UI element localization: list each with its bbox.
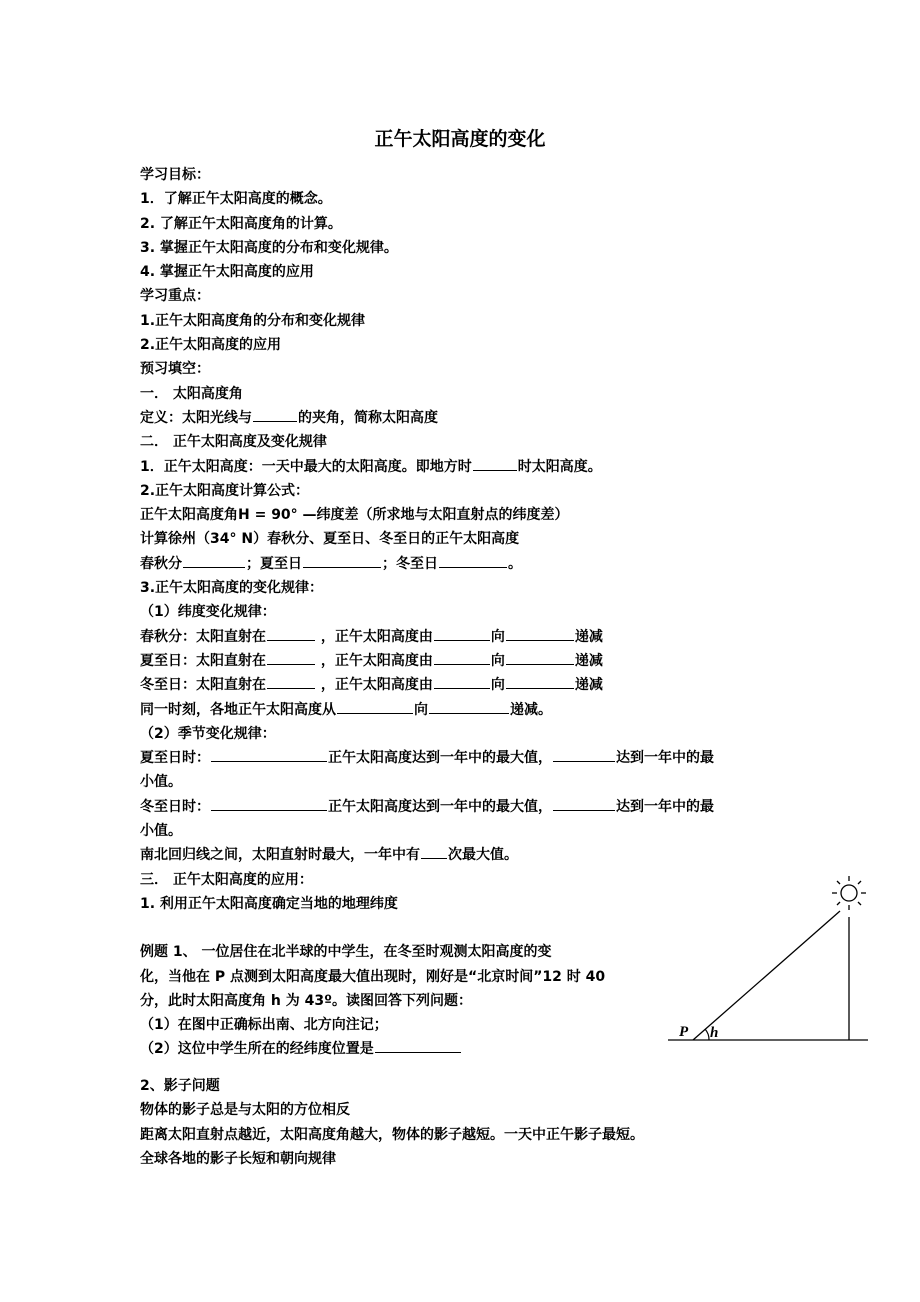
winter-label: 冬至日：太阳直射在 [140, 677, 266, 694]
formula-line: 正午太阳高度角H = 90° —纬度差（所求地与太阳直射点的纬度差） [140, 507, 569, 524]
summer-season-line-cont: 小值。 [140, 774, 182, 791]
goal-4: 4. 掌握正午太阳高度的应用 [140, 264, 314, 281]
h-label: h [710, 1025, 719, 1041]
row-end-text: 递减 [574, 628, 603, 645]
same-text-a: 同一时刻，各地正午太阳高度从 [140, 701, 336, 718]
example-line-2: 化，当他在 P 点测到太阳高度最大值出现时，刚好是“北京时间”12 时 40 [140, 968, 606, 985]
example-line-1: 例题 1、 一位居住在北半球的中学生，在冬至时观测太阳高度的变 [140, 944, 552, 961]
fill-blank[interactable] [375, 1037, 461, 1053]
sun-altitude-diagram [665, 873, 870, 1048]
row-to-text: 向 [490, 628, 505, 645]
row-mid-text: ，正午太阳高度由 [316, 652, 433, 669]
row-mid-text: ，正午太阳高度由 [316, 677, 433, 694]
calc-text-c: ；冬至日 [382, 555, 438, 572]
angle-arc [705, 1029, 709, 1040]
sun-icon [832, 876, 866, 910]
row-to-text: 向 [490, 652, 505, 669]
fill-blank[interactable] [553, 746, 615, 762]
fill-blank[interactable] [267, 673, 315, 689]
sun-ray-line [693, 911, 840, 1040]
section-3-heading: 三． 正午太阳高度的应用： [140, 871, 313, 888]
equinox-label: 春秋分：太阳直射在 [140, 628, 266, 645]
fill-blank[interactable] [267, 649, 315, 665]
fill-blank[interactable] [553, 795, 615, 811]
noon-text-b: 时太阳高度。 [517, 458, 602, 475]
section-2-heading: 二． 正午太阳高度及变化规律 [140, 434, 327, 451]
season-rule-heading: （2）季节变化规律： [140, 725, 276, 742]
season-text-c: 达到一年中的最 [616, 798, 714, 815]
section-1-heading: 一． 太阳高度角 [140, 385, 243, 402]
shadow-line-3: 全球各地的影子长短和朝向规律 [140, 1150, 336, 1167]
question-1: （1）在图中正确标出南、北方向注记； [140, 1017, 388, 1034]
focus-1: 1.正午太阳高度角的分布和变化规律 [140, 312, 366, 329]
fill-blank[interactable] [434, 625, 490, 641]
fill-blank[interactable] [211, 746, 327, 762]
row-to-text: 向 [490, 677, 505, 694]
winter-season-label: 冬至日时： [140, 798, 210, 815]
fill-blank[interactable] [211, 795, 327, 811]
goal-3: 3. 掌握正午太阳高度的分布和变化规律。 [140, 239, 398, 256]
season-text-b: 正午太阳高度达到一年中的最大值， [328, 798, 552, 815]
row-end-text: 递减 [574, 677, 603, 694]
focus-heading: 学习重点： [140, 288, 210, 305]
fill-blank[interactable] [421, 843, 447, 859]
shadow-heading: 2、影子问题 [140, 1078, 220, 1094]
question-2-text: （2）这位中学生所在的经纬度位置是 [140, 1041, 374, 1058]
definition-line [140, 406, 790, 430]
winter-row [140, 673, 790, 697]
definition-text-b: 的夹角，简称太阳高度 [298, 409, 438, 426]
noon-text-a: 1．正午太阳高度：一天中最大的太阳高度。即地方时 [140, 458, 472, 475]
tropic-line [140, 843, 790, 867]
fill-blank[interactable] [267, 625, 315, 641]
formula-heading: 2.正午太阳高度计算公式： [140, 482, 310, 499]
same-text-c: 递减。 [510, 701, 552, 718]
rule-heading: 3.正午太阳高度的变化规律： [140, 580, 324, 597]
same-text-b: 向 [414, 701, 428, 718]
equinox-row [140, 625, 790, 649]
p-label: P [679, 1024, 689, 1040]
row-end-text: 递减 [574, 652, 603, 669]
fill-blank[interactable] [183, 552, 245, 568]
shadow-line-2: 距离太阳直射点越近，太阳高度角越大，物体的影子越短。一天中正午影子最短。 [140, 1126, 644, 1143]
page-title: 正午太阳高度的变化 [374, 128, 546, 150]
shadow-line-1: 物体的影子总是与太阳的方位相反 [140, 1102, 350, 1119]
season-text-c: 达到一年中的最 [616, 750, 714, 767]
calc-text-d: 。 [508, 555, 522, 572]
fill-blank[interactable] [473, 455, 517, 471]
preview-heading: 预习填空： [140, 361, 210, 378]
fill-blank[interactable] [429, 698, 509, 714]
fill-blank[interactable] [253, 406, 297, 422]
application-1: 1. 利用正午太阳高度确定当地的地理纬度 [140, 895, 398, 912]
fill-blank[interactable] [439, 552, 507, 568]
fill-blank[interactable] [506, 625, 574, 641]
tropic-text-a: 南北回归线之间，太阳直射时最大，一年中有 [140, 847, 420, 864]
summer-season-line [140, 746, 790, 770]
winter-season-line-cont: 小值。 [140, 823, 182, 840]
shadow-section [140, 1074, 790, 1171]
example-line-3: 分，此时太阳高度角 h 为 43º。读图回答下列问题： [140, 992, 472, 1009]
fill-blank[interactable] [506, 673, 574, 689]
same-time-line [140, 698, 790, 722]
summer-label: 夏至日：太阳直射在 [140, 652, 266, 669]
fill-blank[interactable] [434, 673, 490, 689]
fill-blank[interactable] [506, 649, 574, 665]
latitude-rule-heading: （1）纬度变化规律： [140, 604, 276, 621]
fill-blank[interactable] [303, 552, 381, 568]
calc-text-b: ；夏至日 [246, 555, 302, 572]
summer-row [140, 649, 790, 673]
tropic-text-b: 次最大值。 [448, 847, 518, 864]
winter-season-line [140, 795, 790, 819]
season-text-b: 正午太阳高度达到一年中的最大值， [328, 750, 552, 767]
goal-1: 1．了解正午太阳高度的概念。 [140, 191, 332, 208]
goals-heading: 学习目标： [140, 167, 210, 183]
calc-line: 计算徐州（34° N）春秋分、夏至日、冬至日的正午太阳高度 [140, 531, 520, 548]
fill-blank[interactable] [434, 649, 490, 665]
focus-2: 2.正午太阳高度的应用 [140, 337, 282, 354]
calc-blanks-line [140, 552, 790, 576]
calc-text-a: 春秋分 [140, 555, 182, 572]
row-mid-text: ，正午太阳高度由 [316, 628, 433, 645]
definition-text-a: 定义：太阳光线与 [140, 409, 252, 426]
noon-altitude-line [140, 455, 790, 479]
summer-season-label: 夏至日时： [140, 750, 210, 767]
goal-2: 2. 了解正午太阳高度角的计算。 [140, 215, 342, 232]
fill-blank[interactable] [337, 698, 413, 714]
